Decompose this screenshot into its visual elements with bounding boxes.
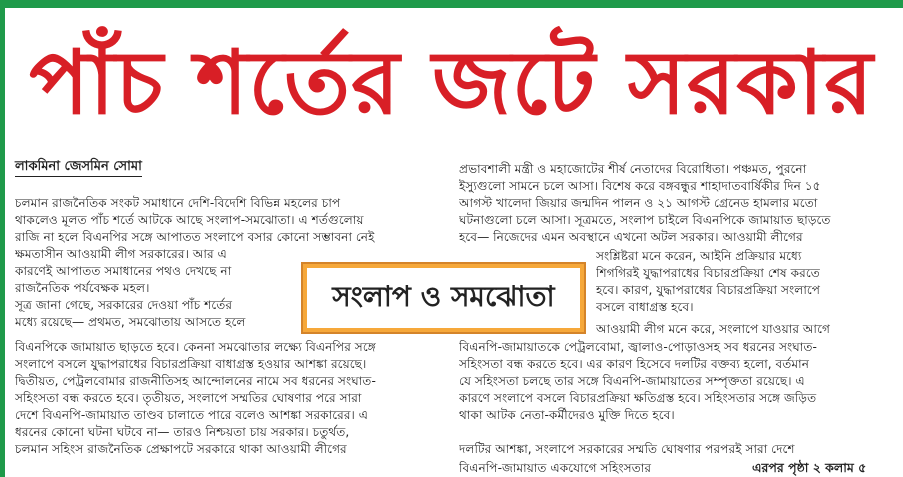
right-line: বসলে বাধাগ্রস্ত হবে। — [596, 300, 694, 314]
left-line: ধরনের কোনো ঘটনা ঘটবে না— তারও নিশ্চয়তা চায় সরকার। চতুর্থত, — [15, 425, 350, 439]
left-line: চলমান রাজনৈতিক সংকট সমাধানে দেশি-বিদেশি বিভিন্ন মহলের চাপ — [15, 196, 341, 210]
left-line: রাজি না হলে বিএনপির সঙ্গে আপাতত সংলাপে বসার কোনো সম্ভাবনা নেই — [15, 230, 375, 244]
right-line: ইস্যুগুলো সামনে চলে আসা। বিশেষ করে বঙ্গবন্ধুর শাহাদাতবার্ষিকীর দিন ১৫ — [459, 179, 821, 193]
top-green-strip — [0, 0, 903, 8]
left-line: থাকলেও মূলত পাঁচ শর্তে আটকে আছে সংলাপ-সমঝোতা। এ শর্তগুলোয় — [15, 213, 364, 227]
right-line: ঘটনাগুলো চলে আসা। সূত্রমতে, সংলাপ চাইলে বিএনপিকে জামায়াত ছাড়তে — [459, 213, 831, 227]
right-line: সহিংসতা বন্ধ করতে হবে। এর কারণ হিসেবে দলটির বক্তব্য হলো, বর্তমান — [459, 357, 809, 371]
right-line: সংশ্লিষ্টরা মনে করেন, আইনি প্রক্রিয়ার মধ্যে — [596, 249, 802, 263]
headline: পাঁচ শর্তের জটে সরকার — [29, 31, 874, 134]
byline: লাকমিনা জেসমিন সোমা — [15, 158, 142, 177]
right-line: দলটির আশঙ্কা, সংলাপে সরকারের সম্মতি ঘোষণার পরপরই সারা দেশে — [459, 442, 795, 456]
continuation-note: এরপর পৃষ্ঠা ২ কলাম ৫ — [752, 460, 867, 475]
right-line: হবে— নিজেদের এমন অবস্থানে এখনো অটল সরকার। আওয়ামী লীগের — [459, 230, 803, 244]
right-line: বিএনপি-জামায়াত একযোগে সহিংসতার — [459, 461, 652, 475]
left-line: বিএনপিকে জামায়াত ছাড়তে হবে। কেননা সমঝোতার লক্ষ্যে বিএনপির সঙ্গে — [15, 340, 376, 354]
right-line: প্রভাবশালী মন্ত্রী ও মহাজোটের শীর্ষ নেতাদের বিরোধিতা। পঞ্চমত, পুরনো — [459, 162, 807, 176]
right-line: থাকা আটক নেতা-কর্মীদেরও মুক্তি দিতে হবে। — [459, 408, 675, 422]
left-line: কারণেই আপাতত সমাধানের পথও দেখছে না — [15, 264, 232, 278]
pull-quote-box — [301, 262, 586, 334]
right-line: হবে। কারণ, যুদ্ধাপরাধের বিচারপ্রক্রিয়া সংলাপে — [596, 283, 821, 297]
right-line: আওয়ামী লীগ মনে করে, সংলাপে যাওয়ার আগে — [596, 322, 831, 336]
left-line: সূত্র জানা গেছে, সরকারের দেওয়া পাঁচ শর্তের — [15, 298, 233, 312]
right-line: কারণে সংলাপে বসলে বিচারপ্রক্রিয়া ক্ষতিগ্রস্ত হবে। সহিংসতার সঙ্গে জড়িত — [459, 391, 817, 405]
left-line: ক্ষমতাসীন আওয়ামী লীগ সরকারের। আর এ — [15, 247, 227, 261]
pull-quote-text: সংলাপ ও সমঝোতা — [307, 268, 580, 328]
left-line: দ্বিতীয়ত, পেট্রলবোমার রাজনীতিসহ আন্দোলনের নামে সব ধরনের সংঘাত- — [15, 374, 376, 388]
left-line: সংলাপে বসলে যুদ্ধাপরাধের বিচারপ্রক্রিয়া বাধাগ্রস্ত হওয়ার আশঙ্কা রয়েছে। — [15, 357, 367, 371]
right-line: আগস্ট খালেদা জিয়ার জন্মদিন পালন ও ২১ আগস্ট গ্রেনেড হামলার মতো — [459, 196, 818, 210]
left-line: সহিংসতা বন্ধ করতে হবে। তৃতীয়ত, সংলাপে সম্মতির ঘোষণার পরে সারা — [15, 391, 362, 405]
right-line: যে সহিংসতা চলছে তার সঙ্গে বিএনপি-জামায়াতের সম্পৃক্ততা রয়েছে। এ — [459, 374, 805, 388]
left-line: মধ্যে রয়েছে— প্রথমত, সমঝোতায় আসতে হলে — [15, 315, 246, 329]
left-line: চলমান সহিংস রাজনৈতিক প্রেক্ষাপটে সরকারে থাকা আওয়ামী লীগের — [15, 442, 347, 456]
left-line: দেশে বিএনপি-জামায়াত তাণ্ডব চালাতে পারে বলেও আশঙ্কা সরকারের। এ — [15, 408, 369, 422]
right-line: শিগগিরই যুদ্ধাপরাধের বিচারপ্রক্রিয়া শেষ করতে — [596, 266, 820, 280]
right-line: বিএনপি-জামায়াতকে পেট্রলবোমা, জ্বালাও-পোড়াওসহ সব ধরনের সংঘাত- — [459, 340, 817, 354]
left-line: রাজনৈতিক পর্যবেক্ষক মহল। — [15, 281, 150, 295]
